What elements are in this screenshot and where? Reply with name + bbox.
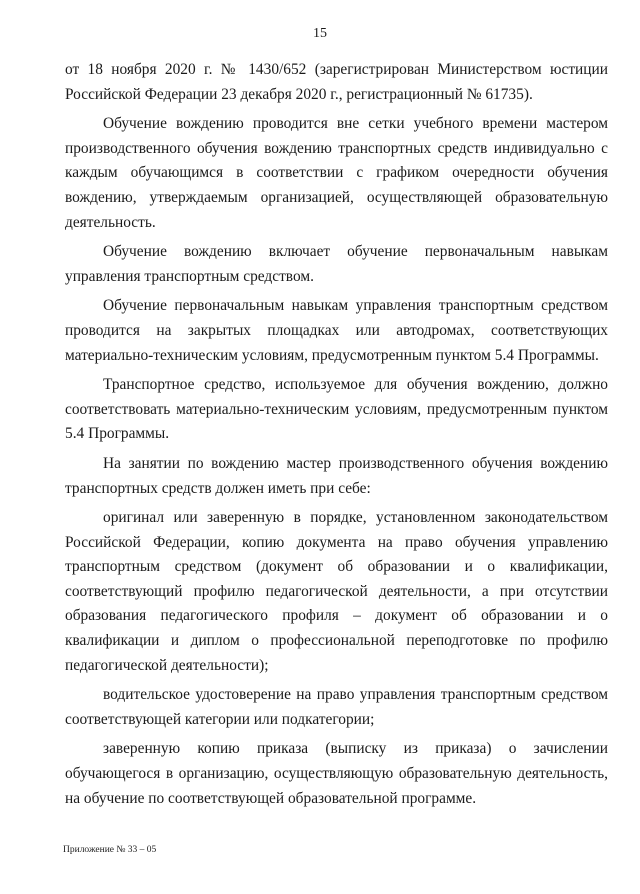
list-item: заверенную копию приказа (выписку из приказа) о зачислении обучающегося в организацию, осуществляющую образовательную деятельность, на обучение по соответствующей образовательной программе. — [65, 740, 608, 807]
paragraph: Обучение вождению включает обучение первоначальным навыкам управления транспортным средством. — [65, 243, 608, 285]
paragraph: от 18 ноября 2020 г. № 1430/652 (зарегистрирован Министерством юстиции Российской Федерации 23 декабря 2020 г., регистрационный № 61735). — [65, 61, 608, 103]
document-body — [65, 58, 608, 816]
footer-note: Приложение № 33 – 05 — [63, 845, 157, 855]
paragraph: Обучение первоначальным навыкам управления транспортным средством проводится на закрытых площадках или автодромах, соответствующих материально-техническим условиям, предусмотренным пунктом 5.4 Программы. — [65, 297, 608, 364]
page-number: 15 — [313, 26, 327, 41]
list-item: оригинал или заверенную в порядке, установленном законодательством Российской Федерации, копию документа на право обучения управлению транспортным средством (документ об образовании и о квалификации, соответствующий профилю педагогической деятельности, а при отсутствии образования педагогического профиля – документ об образовании и о квалификации и диплом о профессиональной переподготовке по профилю педагогической деятельности); — [65, 509, 608, 674]
paragraph: На занятии по вождению мастер производственного обучения вождению транспортных средств должен иметь при себе: — [65, 454, 608, 497]
list-item: водительское удостоверение на право управления транспортным средством соответствующей категории или подкатегории; — [65, 686, 608, 728]
paragraph: Обучение вождению проводится вне сетки учебного времени мастером производственного обучения вождению транспортных средств индивидуально с каждым обучающимся в соответствии с графиком очередности обучения вождению, утверждаемым организацией, осуществляющей образовательную деятельность. — [65, 115, 608, 231]
paragraph: Транспортное средство, используемое для обучения вождению, должно соответствовать материально-техническим условиям, предусмотренным пунктом 5.4 Программы. — [65, 376, 608, 443]
